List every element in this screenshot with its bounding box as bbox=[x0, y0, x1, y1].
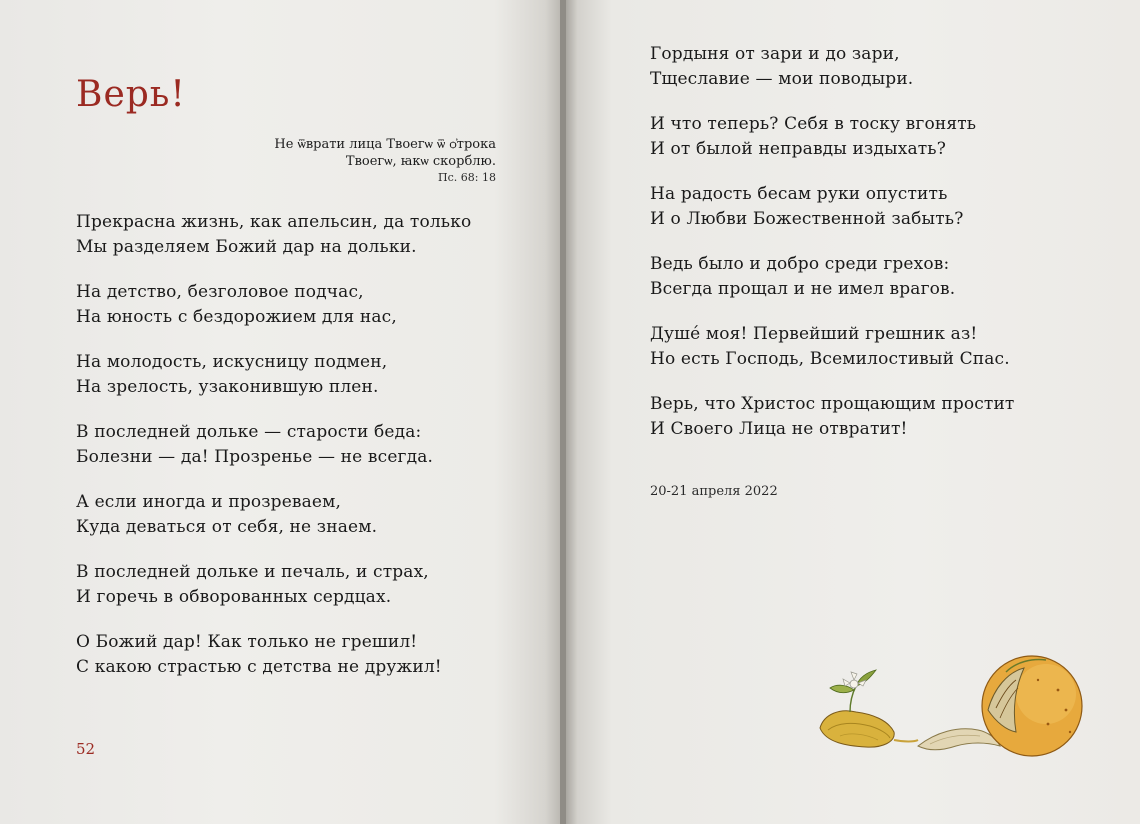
poem-line: О Божий дар! Как только не грешил! bbox=[76, 632, 418, 652]
poem-line: В последней дольке — старости беда: bbox=[76, 422, 422, 442]
poem-line: И Своего Лица не отвратит! bbox=[650, 419, 908, 439]
poem-line: С какою страстью с детства не дружил! bbox=[76, 657, 442, 677]
stanza bbox=[76, 420, 471, 470]
orange-slice-icon bbox=[820, 711, 918, 747]
left-page bbox=[0, 0, 562, 824]
poem-line: Гордыня от зари и до зари, bbox=[650, 44, 900, 64]
poem-line: На молодость, искусницу подмен, bbox=[76, 352, 388, 372]
orange-blossom-icon bbox=[830, 670, 876, 712]
poem-line: Всегда прощал и не имел врагов. bbox=[650, 279, 956, 299]
stanza bbox=[650, 252, 1015, 302]
page-number: 52 bbox=[76, 740, 96, 758]
poem-line: Но есть Господь, Всемилостивый Спас. bbox=[650, 349, 1010, 369]
epigraph-reference: Пс. 68: 18 bbox=[438, 171, 496, 184]
poem-line: Ведь было и добро среди грехов: bbox=[650, 254, 950, 274]
poem-line: И о Любви Божественной забыть? bbox=[650, 209, 964, 229]
stanza bbox=[650, 112, 1015, 162]
stanza bbox=[76, 560, 471, 610]
stanza bbox=[76, 630, 471, 680]
poem-line: На радость бесам руки опустить bbox=[650, 184, 948, 204]
poem-line: В последней дольке и печаль, и страх, bbox=[76, 562, 429, 582]
stanza bbox=[76, 210, 471, 260]
epigraph-line: Не ѿврати лица Твоегѡ ѿ ѻ҆трока bbox=[274, 137, 496, 152]
orange-peel-icon bbox=[918, 729, 1000, 750]
stanza bbox=[650, 322, 1015, 372]
poem-line: Болезни — да! Прозренье — не всегда. bbox=[76, 447, 434, 467]
epigraph bbox=[274, 136, 496, 186]
peeled-orange-illustration bbox=[810, 650, 1110, 764]
poem-line: Тщеславие — мои поводыри. bbox=[650, 69, 914, 89]
poem-text-left bbox=[76, 210, 471, 700]
orange-icon bbox=[982, 656, 1082, 756]
poem-line: На юность с бездорожием для нас, bbox=[76, 307, 397, 327]
stanza bbox=[76, 350, 471, 400]
poem-line: На зрелость, узаконившую плен. bbox=[76, 377, 379, 397]
poem-line: И горечь в обворованных сердцах. bbox=[76, 587, 392, 607]
stanza bbox=[76, 490, 471, 540]
poem-text-right bbox=[650, 42, 1015, 462]
poem-line: На детство, безголовое подчас, bbox=[76, 282, 364, 302]
stanza bbox=[650, 42, 1015, 92]
stanza bbox=[650, 182, 1015, 232]
poem-line: Верь, что Христос прощающим простит bbox=[650, 394, 1015, 414]
poem-line: А если иногда и прозреваем, bbox=[76, 492, 342, 512]
poem-line: Душé моя! Первейший грешник аз! bbox=[650, 324, 978, 344]
poem-line: И что теперь? Себя в тоску вгонять bbox=[650, 114, 977, 134]
stanza bbox=[650, 392, 1015, 442]
poem-line: Мы разделяем Божий дар на дольки. bbox=[76, 237, 417, 257]
poem-line: И от былой неправды издыхать? bbox=[650, 139, 946, 159]
poem-date: 20-21 апреля 2022 bbox=[650, 484, 778, 499]
poem-line: Куда деваться от себя, не знаем. bbox=[76, 517, 378, 537]
poem-line: Прекрасна жизнь, как апельсин, да только bbox=[76, 212, 472, 232]
poem-title: Верь! bbox=[76, 74, 186, 115]
stanza bbox=[76, 280, 471, 330]
epigraph-line: Твоегѡ, ꙗкѡ скорблю. bbox=[345, 154, 496, 169]
